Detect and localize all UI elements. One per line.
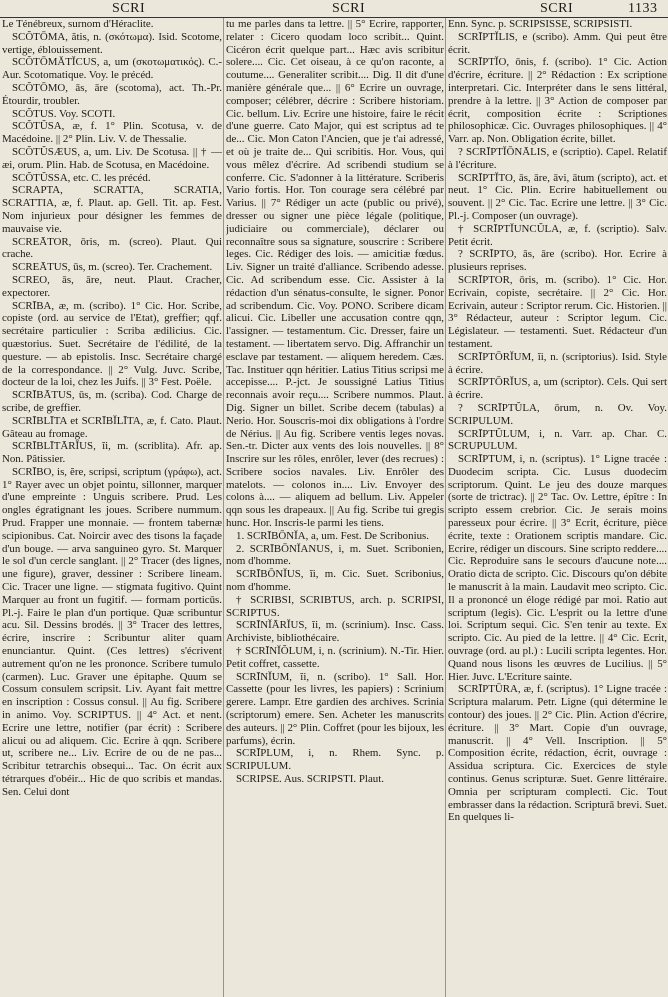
dictionary-entry: SCRĪPTŬLUM, i, n. Varr. ap. Char. C. SCRUPULUM. — [448, 427, 667, 453]
dictionary-entry: tu me parles dans ta lettre. || 5° Ecrire, rapporter, relater : Cicero quodam loco scribit... Quint. Cicéron écrit quelque part... Hæc avis scribitur solere.... Cic. Cet oiseau, à ce qu'on raconte, a coutume.... Generaliter scribit.... Dig. Il dit d'une manière générale que... || 6° Ecrire un ouvrage, composer; célébrer, décrire : Scribere historiam. Cic. bellum. Liv. Ecrire une histoire, faire le récit d'une guerre. Cato Major, qui est scriptus ad te de... Cic. Mon Caton l'Ancien, que je t'ai adressé, et où je traite de... Qui scribitis. Hor. Vous, qui vous mêlez d'écrire. Ad scribendi studium se conferre. Cic. S'adonner à la littérature. Scriberis Vario fortis. Hor. Ton courage sera célébré par Varius. || 7° Rédiger un acte (public ou privé), dresser ou signer une pièce légale (politique, judiciaire ou commerciale), déclarer ou reconnaître sous sa signature, souscrire : Scribere leges. Cic. Rédiger des lois. — amicitiæ fœdus. Liv. Signer un traité d'alliance. Scribendo adesse. Cic. Ad scribendum esse. Cic. Assister à la rédaction d'un sénatus-consulte, le signer. Ponor ad scribendum. Cic. Voy. PONO. Scribere dicam alicui. Cic. Libeller une accusation contre qqn, l'assigner. — testamentum. Cic. Dresser, faire un testament. — libertatem servo. Dig. Affranchir un esclave par testament. — aliquem heredem. Cæs. Tac. Instituer qqn héritier. Latius Titius scripsi me accepisse.... P.-jct. Je soussigné Latius Titius reconnais avoir reçu.... Scribere nummos. Plaut. Dig. Signer un billet. Scribe decem (tabulas) a Nerio. Hor. Souscris-moi dix obligations à l'ordre de Nérius. || Au fig. Scribere ventis leges novas. Sen.-tr. Dicter aux vents des lois nouvelles. || 8° Inscrire sur les rôles, enrôler, lever (des recrues) : Scribere socios navales. Liv. Enrôler des matelots. — colonos in.... Liv. Envoyer des colons à.... — aliquem ad bellum. Liv. Appeler qqn sous les drapeaux. || Au fig. Scribe tui gregis hunc. Hor. Inscris-le parmi les tiens. — [226, 18, 444, 530]
column-right — [448, 18, 667, 997]
dictionary-entry: SCŎTUS. Voy. SCOTI. — [12, 107, 116, 120]
dictionary-entry: SCŎTŬSÆUS, a, um. Liv. De Scotusa. || † — æi, orum. Plin. Hab. de Scotusa, en Macédoine. — [2, 145, 222, 171]
dictionary-entry: SCRĪPTŪRA, æ, f. (scriptus). 1° Ligne tracée : Scriptura malarum. Petr. Ligne (qui détermine le contour) des joues. || 2° Cic. Plin. Action d'écrire, écriture. || 3° Mart. Copie d'un ouvrage, manuscrit. || 4° Vell. Inscription. || 5° Composition écrite, rédaction, écrit, ouvrage : Assidua scriptura. Cic. Exercices de style continus. Genus scripturæ. Suet. Genre littéraire. Omnia per scripturam complecti. Cic. Tout embrasser dans la rédaction. Scripturā brevi. Suet. En quelques li- — [448, 683, 667, 824]
dictionary-entry: SCŎTŌMA, ătis, n. (σκότωμα). Isid. Scotome, vertige, éblouissement. — [2, 30, 222, 56]
dictionary-entry: SCRĪBO, is, ĕre, scripsi, scriptum (γράφω), act. 1° Rayer avec un objet pointu, sillonner, marquer d'une empreinte : Unguis scribere. Prud. Les ongles égratignant les joues. Scribere nummum. Prud. Frapper une monnaie. — frontem tabernæ scipionibus. Cat. Noircir avec des tisons la façade d'un bouge. — arva sanguineo gyro. St. Marquer le sol d'un cercle sanglant. || 2° Tracer (des lignes, une figure), graver, dessiner : Scribere lineam. Cic. Tracer une ligne. — stigmata fugitivo. Quint Marquer au front un fugitif. — formam porticūs. Pl.-j. Faire le plan d'un portique. Quæ scribuntur acu. Sil. Dessins brodés. || 3° Tracer des lettres, écrire, inscrire : Scribuntur aliter quam enunciantur. Quint. (Ces lettres) s'écrivent autrement qu'on ne les prononce. Scribere tumulo (carmen). Luc. Graver une épitaphe. Quum se Cossum consulem scripsit. Liv. Ayant fait mettre en inscription : Cossus consul. || Au fig. Scribere in animo. Voy. SCRIPTUS. || 4° Act. et nent. Ecrire une lettre, notifier (par écrit) : Scribere alicui ou ad aliquem. Cic. Ecrire à qqn. Scribere ut, scribere ne... Liv. Ecrire de ou de ne pas... Scribitur tetrarchis obsequi... Tac. On écrit aux tétrarques d'obéir... Hic de quo scribis et mandas. Sen. Celui dont — [2, 465, 222, 798]
dictionary-entry: SCREO, ās, āre, neut. Plaut. Cracher, expectorer. — [2, 273, 222, 299]
running-header — [0, 0, 668, 18]
dictionary-entry: SCRĪBLĪTA et SCRĪBĬLĪTA, æ, f. Cato. Plaut. Gâteau au fromage. — [2, 414, 222, 440]
dictionary-entry: SCRĪNĬĀRĬUS, ĭi, m. (scrinium). Insc. Cass. Archiviste, bibliothécaire. — [226, 619, 444, 645]
dictionary-entry: SCŎTŌMĂTĬCUS, a, um (σκοτωματικός). C.-Aur. Scotomatique. Voy. le précéd. — [2, 56, 222, 82]
dictionary-entry: SCRĪPTŌRĬUM, ĭi, n. (scriptorius). Isid. Style à écrire. — [448, 350, 667, 376]
dictionary-entry: SCRIPSE. Aus. SCRIPSTI. Plaut. — [236, 773, 384, 786]
left-guide-word: SCRI — [112, 1, 146, 16]
column-center — [226, 18, 444, 997]
column-left — [2, 18, 222, 997]
dictionary-entry: ? SCRĪPTO, ās, āre (scribo). Hor. Ecrire à plusieurs reprises. — [448, 248, 667, 274]
column-divider-left — [223, 18, 224, 997]
dictionary-entry: ? SCRĪPTŬLA, ōrum, n. Ov. Voy. SCRIPULUM. — [448, 401, 667, 427]
center-guide-word: SCRI — [332, 1, 366, 16]
dictionary-entry: ? SCRĪPTĬŌNĀLIS, e (scriptio). Capel. Relatif à l'écriture. — [448, 145, 667, 171]
right-guide-word: SCRI — [540, 1, 574, 16]
dictionary-entry: SCRĪPTĬLIS, e (scribo). Amm. Qui peut être écrit. — [448, 30, 667, 56]
dictionary-entry: SCRĪBŌNĬUS, ĭi, m. Cic. Suet. Scribonius, nom d'homme. — [226, 568, 444, 594]
dictionary-entry: 1. SCRĪBŌNĬA, a, um. Fest. De Scribonius. — [236, 529, 430, 542]
page-number: 1133 — [628, 1, 658, 16]
dictionary-entry: SCREĀTUS, ūs, m. (screo). Ter. Crachement. — [12, 261, 213, 274]
dictionary-entry: SCŎTŌMO, ās, āre (scotoma), act. Th.-Pr. Étourdir, troubler. — [2, 81, 222, 107]
dictionary-entry: SCRĪPTŌRĬUS, a, um (scriptor). Cels. Qui sert à écrire. — [448, 376, 667, 402]
dictionary-entry: SCRĪNĬUM, ĭi, n. (scribo). 1° Sall. Hor. Cassette (pour les livres, les papiers) : Scrinium gerere. Lampr. Etre gardien des archives. Scrinia (scriptorum) emere. Sen. Acheter les manuscrits des auteurs. || 2° Plin. Coffret (pour les bijoux, les parfums), écrin. — [226, 670, 444, 747]
dictionary-entry: SCŎTŬSA, æ, f. 1° Plin. Scotusa, v. de Macédoine. || 2° Plin. Liv. V. de Thessalie. — [2, 120, 222, 146]
dictionary-entry: † SCRĪNĬŎLUM, i, n. (scrinium). N.-Tir. Hier. Petit coffret, cassette. — [226, 645, 444, 670]
dictionary-entry: SCRĪPTĬO, ōnis, f. (scribo). 1° Cic. Action d'écrire, écriture. || 2° Rédaction : Ex scriptione interpretari. Cic. Interpréter dans le sens littéral, prendre à la lettre. || 3° Action de composer par écrit, composition écrite : Scriptiones philosophicæ. Cic. Ouvrages philosophiques. || 4° Varr. ap. Non. Obligation écrite, billet. — [448, 56, 667, 146]
dictionary-entry: SCRĪPTUM, i, n. (scriptus). 1° Ligne tracée : Duodecim scripta. Cic. Lusus duodecim scriptorum. Quint. Le jeu des douze marques (sorte de trictrac). || 2° Tac. Ov. Lettre, épître : In scripto essem crebrior. Cic. Je serais moins paresseux pour écrire. || 3° Ecrit, écriture, pièce écrite, texte : Orationem scriptis mandare. Cic. Ecrire, rédiger un discours. Sine scripto reddere.... Cic. Reproduire sans le secours d'aucune note.... Oratio dicta de scripto. Cic. Discours qu'on débite le manuscrit à la main. Laudavit meo scripto. Cic. Il a prononcé un éloge rédigé par moi. Ratio aut scriptum (legis). Cic. L'esprit ou la lettre d'une loi. Scriptum sequi. Cic. S'en tenir au texte. Ex scripto. Cic. Au pied de la lettre. || 4° Cic. Ecrit, ouvrage (ord. au pl.) : Lucili scripta legentes. Hor. Quand nous lisons les œuvres de Lucilius. || 5° Hier. Juvc. L'Ecriture sainte. — [448, 453, 667, 683]
dictionary-entry: SCRĪBA, æ, m. (scribo). 1° Cic. Hor. Scribe, copiste (ord. au service de l'Etat), greffier; qqf. secrétaire particulier : Scriba ædilicius. Cic. quæstorius. Suet. Secrétaire de l'édilité, de la questure. — ab epistolis. Insc. Secrétaire chargé de la correspondance. || 2° Vulg. Juvc. Scribe, docteur de la loi, chez les Juifs. || 3° Fest. Poële. — [2, 299, 222, 389]
dictionary-entry: SCRĪBĀTUS, ūs, m. (scriba). Cod. Charge de scribe, de greffier. — [2, 389, 222, 414]
dictionary-entry: Le Ténébreux, surnom d'Héraclite. — [2, 18, 154, 30]
dictionary-entry: † SCRIBSI, SCRIBTUS, arch. p. SCRIPSI, SCRIPTUS. — [226, 593, 444, 619]
dictionary-entry: Enn. Sync. p. SCRIPSISSE, SCRIPSISTI. — [448, 18, 633, 30]
dictionary-entry: SCRĪBLĪTĀRĬUS, ĭi, m. (scriblita). Afr. ap. Non. Pâtissier. — [2, 440, 222, 466]
dictionary-entry: SCŎTŬSSA, etc. C. les précéd. — [12, 171, 151, 184]
dictionary-entry: SCRĪPTOR, ōris, m. (scribo). 1° Cic. Hor. Ecrivain, copiste, secrétaire. || 2° Cic. Hor. Ecrivain, auteur : Scriptor rerum. Cic. Historien. || 3° Rédacteur, auteur : Scriptor legum. Cic. Législateur. — testamenti. Suet. Rédacteur d'un testament. — [448, 273, 667, 350]
dictionary-entry: 2. SCRĪBŌNĬANUS, i, m. Suet. Scribonien, nom d'homme. — [226, 542, 444, 568]
dictionary-entry: SCRĪPTĬTO, ās, āre, āvi, ātum (scripto), act. et neut. 1° Cic. Plin. Ecrire habituellement ou souvent. || 2° Cic. Tac. Ecrire une lettre. || 3° Cic. Pl.-j. Composer (un ouvrage). — [448, 171, 667, 222]
dictionary-entry: † SCRĪPTĬUNCŬLA, æ, f. (scriptio). Salv. Petit écrit. — [448, 222, 667, 248]
column-divider-right — [445, 18, 446, 997]
dictionary-entry: SCRAPTA, SCRATTA, SCRATIA, SCRATTIA, æ, f. Plaut. ap. Gell. Tit. ap. Fest. Nom injurieux pour désigner les femmes de mauvaise vie. — [2, 184, 222, 235]
dictionary-entry: SCREĀTOR, ōris, m. (screo). Plaut. Qui crache. — [2, 235, 222, 261]
dictionary-entry: SCRĪPLUM, i, n. Rhem. Sync. p. SCRIPULUM. — [226, 747, 444, 773]
